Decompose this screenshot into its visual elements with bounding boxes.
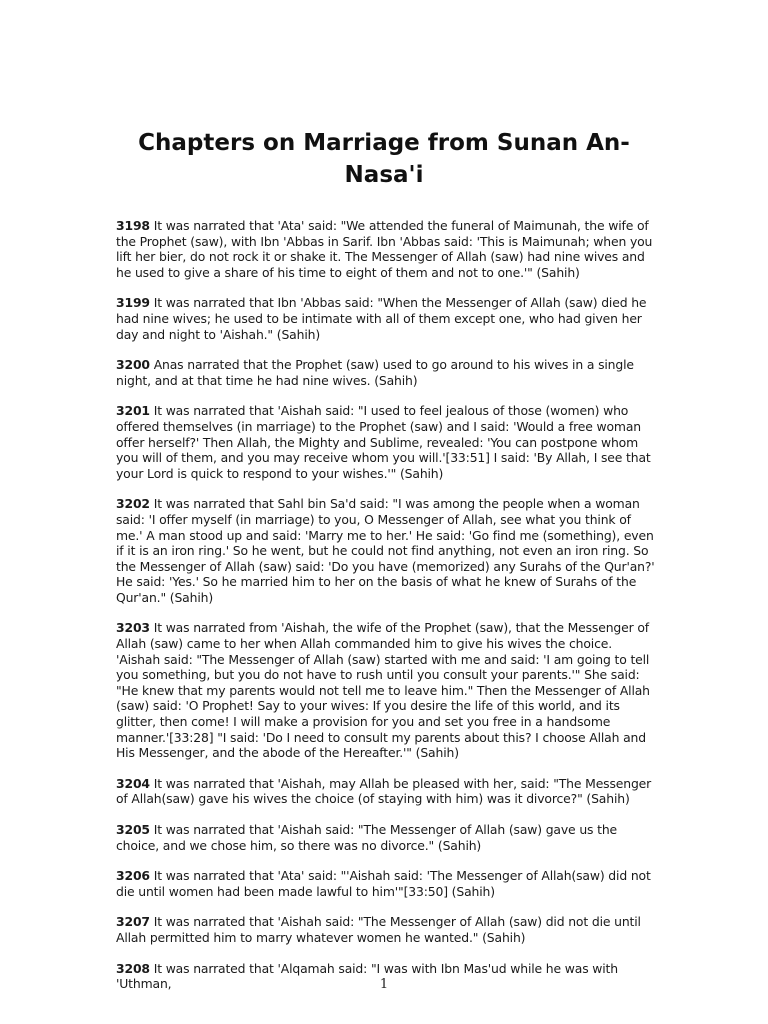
hadith-3200 (116, 357, 656, 388)
hadith-number: 3198 (116, 218, 150, 233)
hadith-text: It was narrated from 'Aishah, the wife of the Prophet (saw), that the Messenger of Allah (saw) came to her when Allah commanded him to give his wives the choice. 'Aishah said: "The Messenger of Allah (saw) started with me and said: 'I am going to tell you something, but you do not have to rush until you consult your parents.'" She said: "He knew that my parents would not tell me to leave him." Then the Messenger of Allah (saw) said: 'O Prophet! Say to your wives: If you desire the life of this world, and its glitter, then come! I will make a provision for you and set you free in a handsome manner.'[33:28] "I said: 'Do I need to consult my parents about this? I choose Allah and His Messenger, and the abode of the Hereafter.'" (Sahih) (116, 620, 650, 761)
hadith-list (116, 218, 656, 1007)
hadith-3206 (116, 868, 656, 899)
hadith-number: 3204 (116, 775, 150, 791)
hadith-text: Anas narrated that the Prophet (saw) used to go around to his wives in a single night, and at that time he had nine wives. (Sahih) (116, 357, 634, 388)
hadith-number: 3206 (116, 868, 150, 884)
hadith-text: It was narrated that 'Aishah said: "The Messenger of Allah (saw) gave us the choice, and we chose him, so there was no divorce." (Sahih) (116, 822, 617, 853)
hadith-number: 3203 (116, 620, 150, 636)
hadith-3204 (116, 776, 656, 807)
page-title: Chapters on Marriage from Sunan An-Nasa'i (138, 130, 630, 188)
hadith-number: 3202 (116, 496, 150, 512)
hadith-text: It was narrated that Sahl bin Sa'd said: "I was among the people when a woman said: 'I offer myself (in marriage) to you, O Messenger of Allah, see what you think of me.' A man stood up and said: 'Marry me to her.' He said: 'Go find me (something), even if it is an iron ring.' So he went, but he could not find anything, not even an iron ring. So the Messenger of Allah (saw) said: 'Do you have (memorized) any Surahs of the Qur'an?' He said: 'Yes.' So he married him to her on the basis of what he knew of Surahs of the Qur'an." (Sahih) (116, 496, 655, 605)
hadith-text: It was narrated that Ibn 'Abbas said: "When the Messenger of Allah (saw) died he had nine wives; he used to be intimate with all of them except one, who had given her day and night to 'Aishah." (Sahih) (116, 295, 647, 342)
hadith-text: It was narrated that 'Ata' said: "We attended the funeral of Maimunah, the wife of the Prophet (saw), with Ibn 'Abbas in Sarif. Ibn 'Abbas said: 'This is Maimunah; when you lift her bier, do not rock it or shake it. The Messenger of Allah (saw) had nine wives and he used to give a share of his time to eight of them and not to one.'" (Sahih) (116, 218, 653, 280)
hadith-number: 3199 (116, 295, 150, 311)
hadith-3198 (116, 218, 656, 280)
hadith-number: 3207 (116, 914, 150, 930)
hadith-3202 (116, 496, 656, 605)
hadith-3203 (116, 620, 656, 760)
hadith-3199 (116, 295, 656, 342)
hadith-text: It was narrated that 'Aishah said: "The Messenger of Allah (saw) did not die until Allah permitted him to marry whatever women he wanted." (Sahih) (116, 914, 641, 945)
hadith-text: It was narrated that 'Alqamah said: "I was with Ibn Mas'ud while he was with 'Uthman, (116, 960, 618, 992)
hadith-number: 3208 (116, 960, 150, 976)
hadith-text: It was narrated that 'Ata' said: "'Aishah said: 'The Messenger of Allah(saw) did not die until women had been made lawful to him'"[33:50] (Sahih) (116, 868, 651, 899)
hadith-number: 3205 (116, 822, 150, 837)
hadith-number: 3201 (116, 403, 150, 419)
hadith-text: It was narrated that 'Aishah, may Allah be pleased with her, said: "The Messenger of Allah(saw) gave his wives the choice (of staying with him) was it divorce?" (Sahih) (116, 775, 652, 807)
hadith-3201 (116, 403, 656, 481)
page-number: 1 (379, 977, 389, 992)
hadith-3205 (116, 822, 656, 853)
hadith-text: It was narrated that 'Aishah said: "I used to feel jealous of those (women) who offered themselves (in marriage) to the Prophet (saw) and I said: 'Would a free woman offer herself?' Then Allah, the Mighty and Sublime, revealed: 'You can postpone whom you will of them, and you may receive whom you will.'[33:51] I said: 'By Allah, I see that your Lord is quick to respond to your wishes.'" (Sahih) (116, 403, 651, 481)
hadith-3207 (116, 914, 656, 945)
hadith-number: 3200 (116, 357, 150, 373)
